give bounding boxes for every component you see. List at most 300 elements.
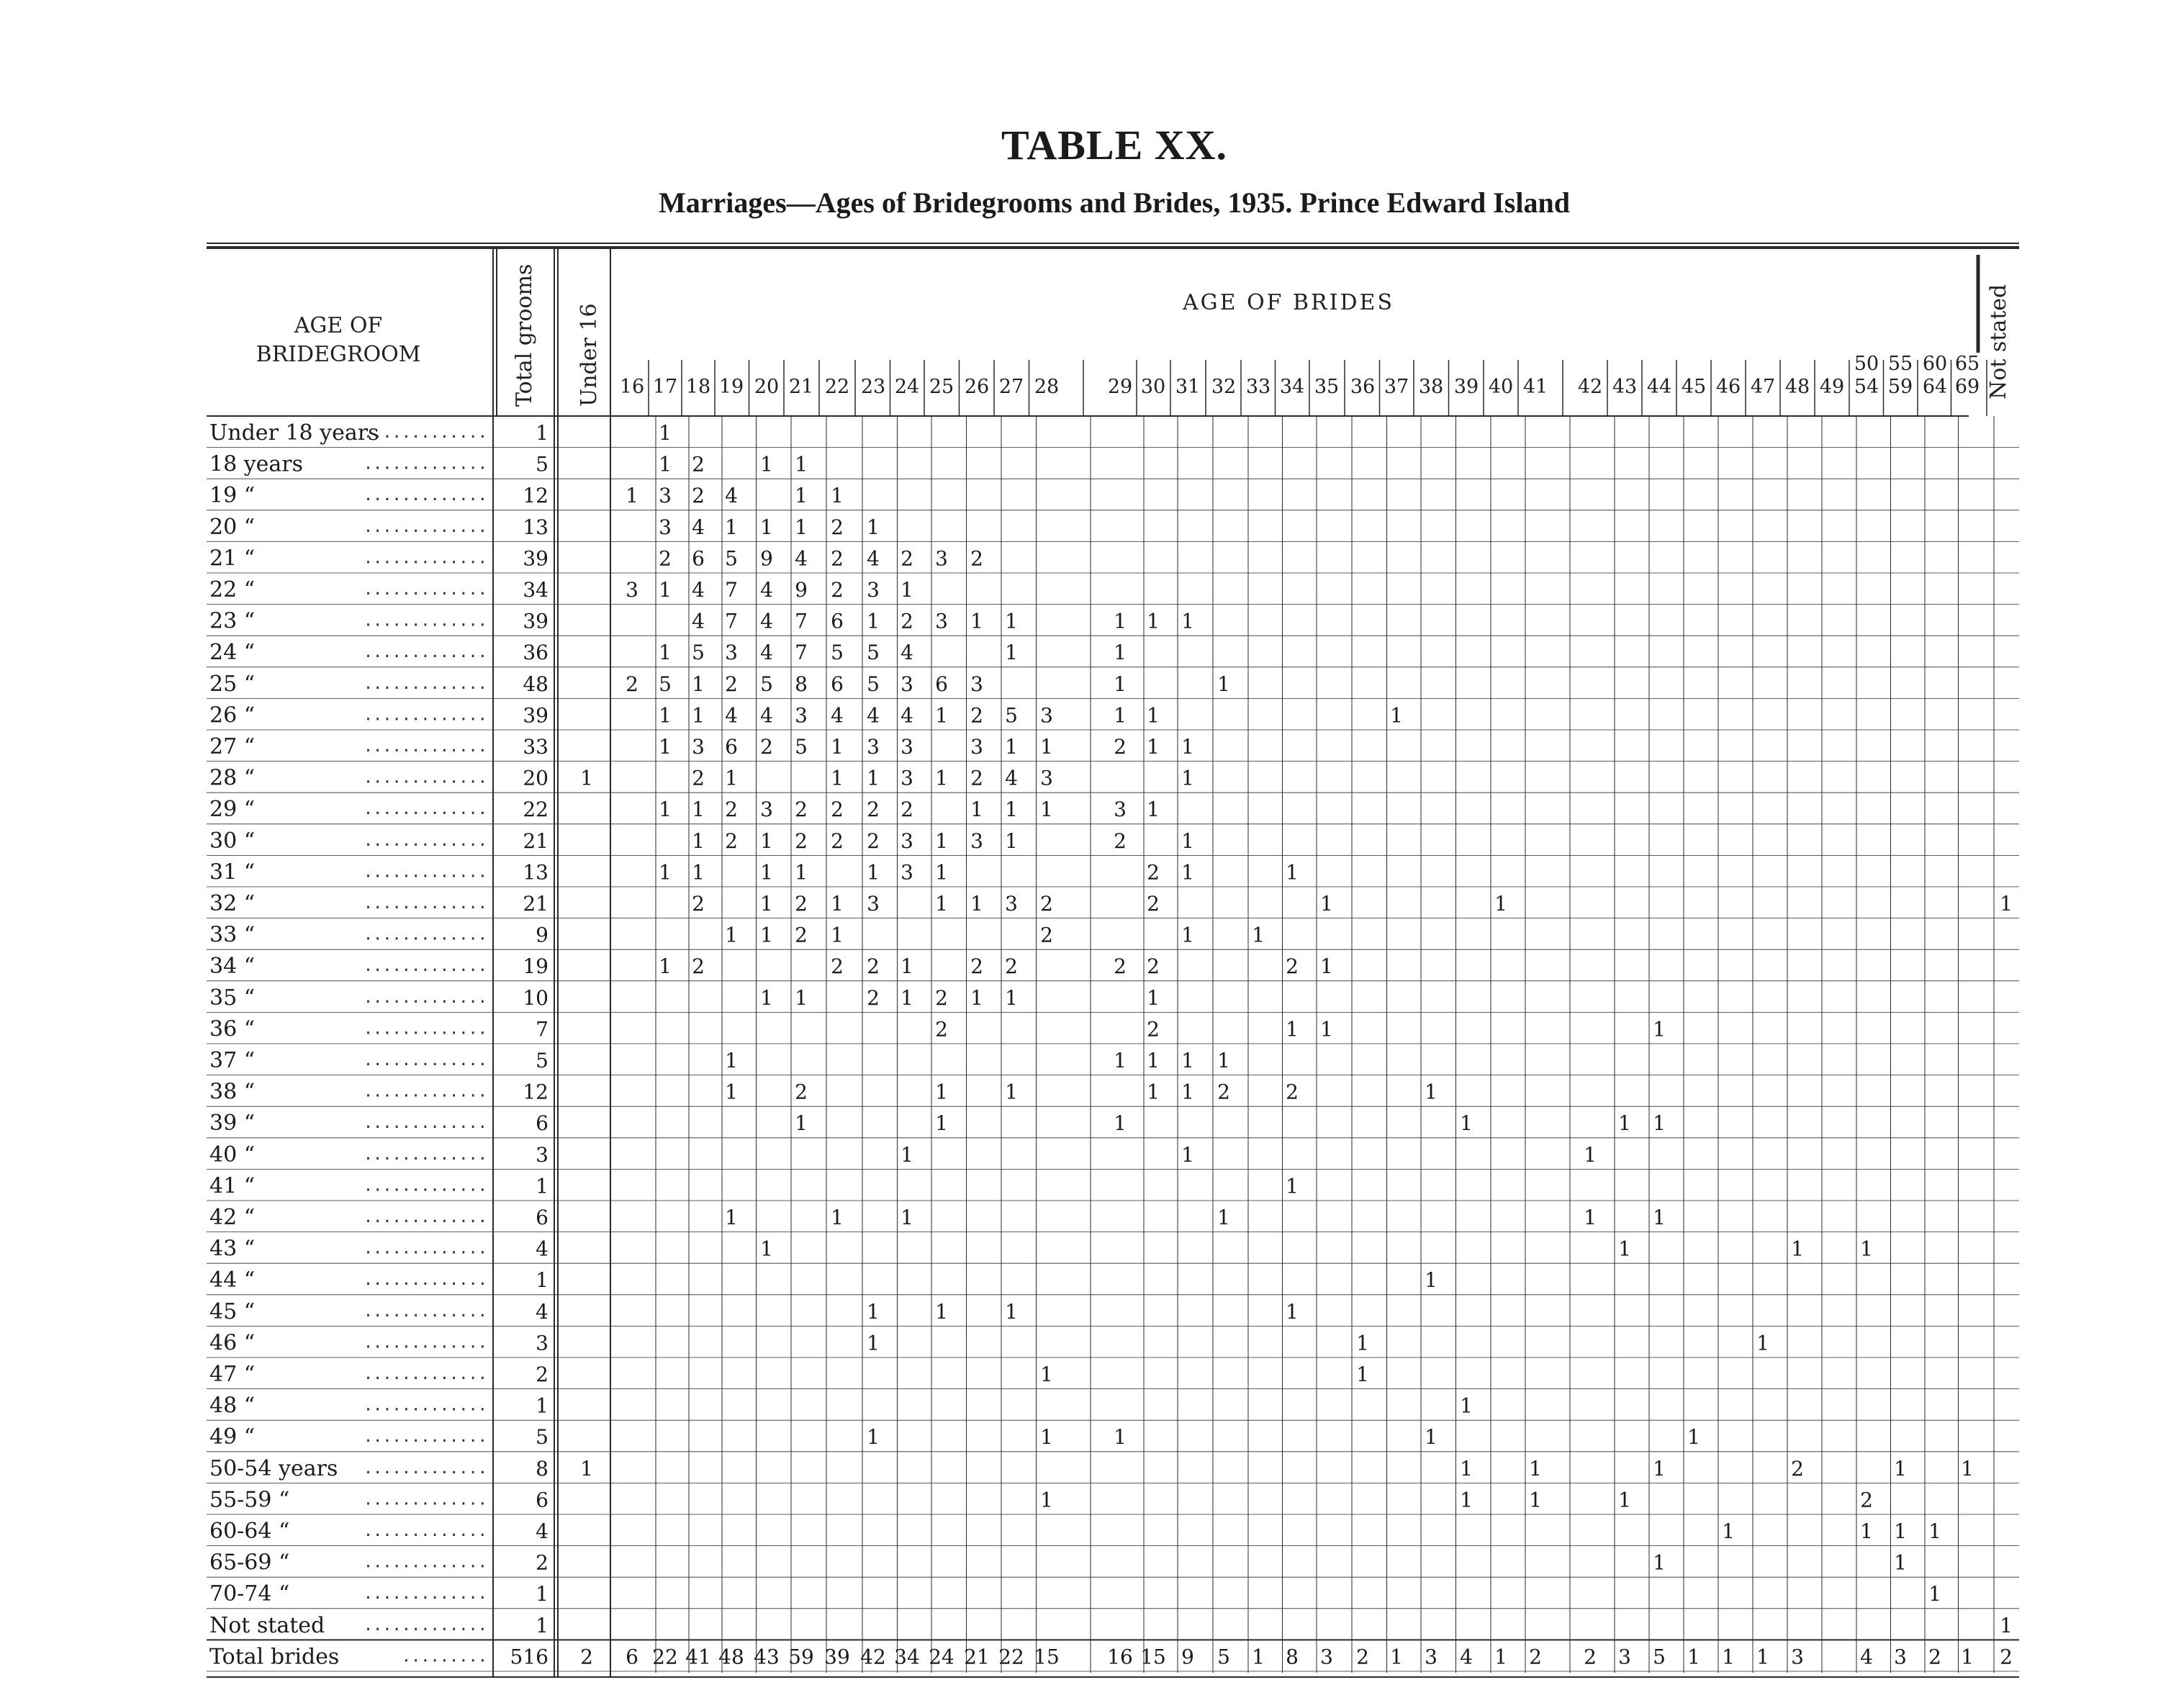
table-cell: 1 bbox=[901, 1142, 913, 1167]
bride-age-col-label: 36 bbox=[1350, 376, 1376, 398]
total-grooms-value: 9 bbox=[536, 923, 549, 947]
table-cell: 1 bbox=[580, 1456, 593, 1481]
table-cell: 2 bbox=[1114, 735, 1127, 759]
table-cell: 1 bbox=[867, 766, 880, 790]
row-label: 38 “ bbox=[209, 1079, 256, 1105]
row-label: 18 years bbox=[209, 451, 304, 477]
table-cell: 6 bbox=[935, 672, 948, 696]
table-cell: 1 bbox=[760, 923, 773, 947]
row-label: 50-54 years bbox=[209, 1455, 338, 1481]
table-cell: 1 bbox=[1494, 1645, 1507, 1669]
table-cell: 4 bbox=[760, 578, 773, 602]
leader-dots: ............. bbox=[363, 424, 487, 442]
table-cell: 3 bbox=[901, 766, 913, 790]
leader-dots: ............. bbox=[363, 957, 487, 976]
table-cell: 1 bbox=[901, 985, 913, 1010]
total-grooms-value: 1 bbox=[536, 1582, 549, 1607]
table-cell: 1 bbox=[1894, 1456, 1907, 1481]
leader-dots: ............. bbox=[363, 1114, 487, 1133]
table-cell: 1 bbox=[659, 954, 672, 979]
row-label: 22 “ bbox=[209, 577, 256, 602]
bride-age-col-label: 44 bbox=[1646, 376, 1672, 398]
total-grooms-value: 34 bbox=[523, 578, 549, 602]
table-cell: 1 bbox=[1181, 828, 1194, 853]
table-cell: 1 bbox=[867, 515, 880, 539]
row-label: 42 “ bbox=[209, 1205, 256, 1230]
table-cell: 5 bbox=[659, 672, 672, 696]
table-cell: 3 bbox=[1040, 703, 1053, 728]
table-cell: 1 bbox=[1860, 1237, 1873, 1261]
table-cell: 3 bbox=[1320, 1645, 1333, 1669]
row-label: 34 “ bbox=[209, 954, 256, 980]
row-label: 47 “ bbox=[209, 1362, 256, 1387]
table-cell: 4 bbox=[901, 703, 913, 728]
table-cell: 3 bbox=[1894, 1645, 1907, 1669]
leader-dots: ............. bbox=[363, 549, 487, 568]
table-cell: 2 bbox=[1005, 954, 1018, 979]
table-cell: 1 bbox=[725, 1049, 738, 1072]
row-label: 31 “ bbox=[209, 859, 256, 885]
table-cell: 1 bbox=[1181, 860, 1194, 885]
table-cell: 2 bbox=[1114, 954, 1127, 979]
table-cell: 16 bbox=[1107, 1645, 1133, 1669]
table-cell: 1 bbox=[795, 860, 808, 885]
bride-age-col-label: 23 bbox=[860, 376, 886, 398]
table-cell: 5 bbox=[795, 735, 808, 759]
bride-age-col-label: 33 bbox=[1245, 376, 1271, 398]
table-cell: 5 bbox=[1653, 1645, 1666, 1669]
row-label: 28 “ bbox=[209, 765, 256, 791]
table-cell: 1 bbox=[970, 892, 983, 916]
table-cell: 2 bbox=[867, 954, 880, 979]
table-cell: 1 bbox=[1460, 1111, 1473, 1136]
table-cell: 2 bbox=[725, 797, 738, 822]
leader-dots: ............. bbox=[363, 1459, 487, 1478]
total-grooms-value: 7 bbox=[536, 1017, 549, 1041]
total-grooms-value: 1 bbox=[536, 1613, 549, 1637]
table-cell: 1 bbox=[1286, 860, 1299, 885]
table-cell: 4 bbox=[760, 641, 773, 665]
table-cell: 1 bbox=[659, 641, 672, 665]
row-label: 60-64 “ bbox=[209, 1519, 290, 1544]
total-grooms-value: 48 bbox=[523, 672, 549, 696]
table-cell: 4 bbox=[1460, 1645, 1473, 1669]
leader-dots: ............. bbox=[363, 643, 487, 662]
table-cell: 4 bbox=[867, 546, 880, 571]
table-cell: 1 bbox=[831, 892, 844, 916]
table-cell: 2 bbox=[831, 954, 844, 979]
table-cell: 2 bbox=[795, 1080, 808, 1104]
bride-age-col-label: 49 bbox=[1819, 376, 1845, 398]
leader-dots: ............. bbox=[363, 738, 487, 756]
table-cell: 1 bbox=[692, 797, 705, 822]
table-cell: 3 bbox=[692, 735, 705, 759]
table-cell: 15 bbox=[1140, 1645, 1166, 1669]
leader-dots: ............. bbox=[363, 487, 487, 505]
leader-dots: ............. bbox=[363, 1083, 487, 1101]
table-cell: 2 bbox=[1147, 954, 1160, 979]
table-cell: 1 bbox=[760, 515, 773, 539]
leader-dots: ............. bbox=[363, 1491, 487, 1509]
table-cell: 1 bbox=[1217, 1049, 1230, 1072]
table-cell: 1 bbox=[725, 515, 738, 539]
table-cell: 2 bbox=[831, 578, 844, 602]
table-cell: 1 bbox=[1584, 1142, 1597, 1167]
table-cell: 1 bbox=[2000, 1613, 2013, 1637]
total-grooms-value: 4 bbox=[536, 1299, 549, 1324]
bride-age-col-label: 41 bbox=[1522, 376, 1548, 398]
table-cell: 1 bbox=[1425, 1268, 1437, 1293]
table-cell: 2 bbox=[901, 797, 913, 822]
table-cell: 3 bbox=[935, 546, 948, 571]
table-cell: 1 bbox=[760, 985, 773, 1010]
table-cell: 2 bbox=[970, 954, 983, 979]
table-cell: 4 bbox=[901, 641, 913, 665]
table-cell: 1 bbox=[1147, 985, 1160, 1010]
leader-dots: ............. bbox=[363, 769, 487, 787]
table-cell: 1 bbox=[2000, 892, 2013, 916]
table-cell: 3 bbox=[1618, 1645, 1631, 1669]
leader-dots: ............. bbox=[363, 863, 487, 882]
table-cell: 1 bbox=[1181, 923, 1194, 947]
table-cell: 4 bbox=[692, 515, 705, 539]
under-16-header: Under 16 bbox=[577, 303, 602, 407]
total-grooms-value: 13 bbox=[523, 515, 549, 539]
table-cell: 1 bbox=[760, 452, 773, 476]
table-cell: 1 bbox=[795, 985, 808, 1010]
table-cell: 21 bbox=[964, 1645, 990, 1669]
bride-age-col-label: 17 bbox=[652, 376, 678, 398]
bride-age-col-label: 29 bbox=[1107, 376, 1133, 398]
leader-dots: ............. bbox=[363, 831, 487, 850]
bride-age-col-label: 28 bbox=[1034, 376, 1060, 398]
table-cell: 5 bbox=[692, 641, 705, 665]
table-cell: 1 bbox=[935, 703, 948, 728]
row-label: 46 “ bbox=[209, 1330, 256, 1356]
row-label: 37 “ bbox=[209, 1048, 256, 1073]
table-cell: 1 bbox=[935, 1111, 948, 1136]
table-cell: 2 bbox=[831, 515, 844, 539]
table-cell: 3 bbox=[659, 515, 672, 539]
table-cell: 2 bbox=[901, 546, 913, 571]
table-cell: 1 bbox=[1005, 985, 1018, 1010]
table-cell: 22 bbox=[998, 1645, 1024, 1669]
table-cell: 2 bbox=[725, 828, 738, 853]
table-cell: 2 bbox=[935, 1017, 948, 1041]
total-grooms-value: 33 bbox=[523, 735, 549, 759]
total-grooms-value: 1 bbox=[536, 1393, 549, 1418]
total-grooms-value: 19 bbox=[523, 954, 549, 979]
table-cell: 7 bbox=[795, 609, 808, 633]
table-cell: 1 bbox=[795, 515, 808, 539]
row-label: 45 “ bbox=[209, 1298, 256, 1324]
table-cell: 1 bbox=[1460, 1393, 1473, 1418]
table-cell: 1 bbox=[1147, 797, 1160, 822]
total-grooms-value: 21 bbox=[523, 892, 549, 916]
table-cell: 1 bbox=[725, 923, 738, 947]
table-cell: 4 bbox=[831, 703, 844, 728]
table-cell: 1 bbox=[760, 828, 773, 853]
table-cell: 2 bbox=[831, 797, 844, 822]
table-cell: 3 bbox=[970, 828, 983, 853]
table-cell: 1 bbox=[1040, 1488, 1053, 1512]
leader-dots: ............. bbox=[363, 895, 487, 913]
table-cell: 1 bbox=[1894, 1519, 1907, 1543]
table-cell: 1 bbox=[1425, 1425, 1437, 1450]
table-cell: 1 bbox=[1653, 1206, 1666, 1229]
table-cell: 3 bbox=[1040, 766, 1053, 790]
table-cell: 1 bbox=[935, 860, 948, 885]
bride-age-col-label: 31 bbox=[1175, 376, 1201, 398]
table-cell: 1 bbox=[1390, 1645, 1403, 1669]
table-cell: 1 bbox=[1618, 1237, 1631, 1261]
table-cell: 1 bbox=[1494, 892, 1507, 916]
table-cell: 3 bbox=[1425, 1645, 1437, 1669]
table-cell: 2 bbox=[692, 954, 705, 979]
bride-age-col-label: 35 bbox=[1314, 376, 1340, 398]
table-cell: 5 bbox=[1217, 1645, 1230, 1669]
table-cell: 1 bbox=[1181, 1142, 1194, 1167]
table-cell: 3 bbox=[901, 735, 913, 759]
bride-age-col-label: 22 bbox=[824, 376, 850, 398]
table-cell: 1 bbox=[867, 1425, 880, 1450]
row-label: 23 “ bbox=[209, 608, 256, 634]
table-cell: 1 bbox=[659, 703, 672, 728]
table-cell: 1 bbox=[831, 484, 844, 508]
table-cell: 4 bbox=[1860, 1645, 1873, 1669]
table-cell: 1 bbox=[867, 1331, 880, 1355]
table-cell: 1 bbox=[1040, 1363, 1053, 1386]
table-cell: 1 bbox=[831, 766, 844, 790]
table-cell: 1 bbox=[659, 797, 672, 822]
table-cell: 4 bbox=[760, 609, 773, 633]
row-label: Under 18 years bbox=[209, 420, 379, 446]
leader-dots: ............. bbox=[363, 674, 487, 693]
total-grooms-value: 13 bbox=[523, 860, 549, 885]
leader-dots: ......... bbox=[401, 1648, 487, 1666]
row-label: 39 “ bbox=[209, 1111, 256, 1137]
groom-col-header: AGE OF bbox=[294, 313, 383, 338]
table-cell: 4 bbox=[725, 484, 738, 508]
table-cell: 2 bbox=[1147, 892, 1160, 916]
table-cell: 1 bbox=[1618, 1111, 1631, 1136]
table-cell: 1 bbox=[867, 860, 880, 885]
table-cell: 4 bbox=[867, 703, 880, 728]
row-label: Total brides bbox=[209, 1644, 340, 1670]
table-cell: 1 bbox=[725, 766, 738, 790]
total-grooms-value: 36 bbox=[523, 641, 549, 665]
table-cell: 2 bbox=[1147, 1017, 1160, 1041]
table-cell: 1 bbox=[1860, 1519, 1873, 1543]
table-cell: 1 bbox=[692, 672, 705, 696]
row-label: 19 “ bbox=[209, 483, 256, 509]
bride-age-col-label: 60 bbox=[1922, 353, 1948, 375]
total-grooms-value: 6 bbox=[536, 1488, 549, 1512]
table-cell: 1 bbox=[1460, 1488, 1473, 1512]
table-cell: 4 bbox=[725, 703, 738, 728]
table-cell: 1 bbox=[1181, 1049, 1194, 1072]
table-cell: 3 bbox=[659, 484, 672, 508]
row-label: 49 “ bbox=[209, 1424, 256, 1450]
table-cell: 8 bbox=[1286, 1645, 1299, 1669]
total-grooms-value: 5 bbox=[536, 452, 549, 476]
bride-age-col-label: 39 bbox=[1453, 376, 1479, 398]
table-cell: 1 bbox=[1114, 703, 1127, 728]
table-cell: 5 bbox=[831, 641, 844, 665]
table-cell: 2 bbox=[831, 546, 844, 571]
table-cell: 1 bbox=[1005, 797, 1018, 822]
leader-dots: ............. bbox=[363, 1365, 487, 1383]
table-cell: 1 bbox=[659, 735, 672, 759]
table-cell: 2 bbox=[795, 828, 808, 853]
table-cell: 5 bbox=[867, 672, 880, 696]
total-grooms-value: 4 bbox=[536, 1237, 549, 1261]
table-cell: 1 bbox=[1114, 1425, 1127, 1450]
bride-age-col-label: 27 bbox=[998, 376, 1024, 398]
table-cell: 1 bbox=[1722, 1645, 1735, 1669]
bride-age-col-label: 55 bbox=[1887, 353, 1913, 375]
table-cell: 2 bbox=[1791, 1456, 1804, 1481]
table-cell: 4 bbox=[1005, 766, 1018, 790]
row-label: 30 “ bbox=[209, 828, 256, 854]
row-label: 70-74 “ bbox=[209, 1581, 290, 1607]
leader-dots: ............. bbox=[363, 1396, 487, 1415]
table-cell: 24 bbox=[929, 1645, 954, 1669]
bride-age-col-label: 26 bbox=[964, 376, 990, 398]
table-cell: 1 bbox=[1005, 609, 1018, 633]
bride-age-col-label: 45 bbox=[1681, 376, 1707, 398]
table-cell: 1 bbox=[867, 609, 880, 633]
leader-dots: ............. bbox=[363, 612, 487, 631]
table-cell: 2 bbox=[2000, 1645, 2013, 1669]
table-cell: 1 bbox=[1390, 703, 1403, 728]
table-cell: 1 bbox=[1286, 1017, 1299, 1041]
leader-dots: ............. bbox=[363, 1522, 487, 1540]
leader-dots: ............. bbox=[363, 1428, 487, 1447]
table-cell: 1 bbox=[626, 484, 638, 508]
table-cell: 1 bbox=[1147, 1049, 1160, 1072]
total-grooms-value: 10 bbox=[523, 985, 549, 1010]
table-cell: 3 bbox=[901, 672, 913, 696]
table-cell: 1 bbox=[1005, 1080, 1018, 1104]
table-cell: 42 bbox=[860, 1645, 886, 1669]
groom-col-header: BRIDEGROOM bbox=[256, 342, 421, 367]
table-cell: 9 bbox=[760, 546, 773, 571]
table-cell: 3 bbox=[867, 735, 880, 759]
table-cell: 1 bbox=[1217, 1206, 1230, 1229]
table-cell: 1 bbox=[935, 892, 948, 916]
row-label: 27 “ bbox=[209, 734, 256, 759]
table-cell: 1 bbox=[1147, 609, 1160, 633]
table-cell: 4 bbox=[692, 609, 705, 633]
table-cell: 3 bbox=[901, 860, 913, 885]
total-grooms-value: 4 bbox=[536, 1519, 549, 1543]
table-cell: 1 bbox=[1928, 1519, 1941, 1543]
total-grooms-value: 516 bbox=[510, 1645, 549, 1669]
table-cell: 1 bbox=[1653, 1017, 1666, 1041]
leader-dots: ............. bbox=[363, 1271, 487, 1290]
bride-age-col-label: 16 bbox=[619, 376, 645, 398]
leader-dots: ............. bbox=[363, 455, 487, 474]
table-cell: 1 bbox=[1005, 1299, 1018, 1324]
table-cell: 1 bbox=[1460, 1456, 1473, 1481]
table-cell: 1 bbox=[1928, 1582, 1941, 1607]
table-cell: 2 bbox=[1529, 1645, 1542, 1669]
table-cell: 1 bbox=[692, 828, 705, 853]
table-cell: 1 bbox=[725, 1080, 738, 1104]
table-cell: 1 bbox=[1425, 1080, 1437, 1104]
table-cell: 2 bbox=[725, 672, 738, 696]
table-cell: 1 bbox=[1529, 1488, 1542, 1512]
row-label: 33 “ bbox=[209, 922, 256, 948]
bride-age-col-label: 20 bbox=[754, 376, 780, 398]
bride-age-col-label: 37 bbox=[1384, 376, 1409, 398]
table-cell: 3 bbox=[1791, 1645, 1804, 1669]
bride-age-col-label: 46 bbox=[1715, 376, 1741, 398]
table-cell: 15 bbox=[1034, 1645, 1060, 1669]
table-cell: 5 bbox=[760, 672, 773, 696]
table-cell: 4 bbox=[760, 703, 773, 728]
table-cell: 1 bbox=[659, 452, 672, 476]
table-cell: 9 bbox=[1181, 1645, 1194, 1669]
bride-age-col-label: 34 bbox=[1279, 376, 1305, 398]
age-of-brides-header: AGE OF BRIDES bbox=[1183, 290, 1394, 315]
table-title: TABLE XX. bbox=[1001, 122, 1228, 168]
leader-dots: ............. bbox=[363, 1616, 487, 1635]
table-cell: 1 bbox=[1005, 828, 1018, 853]
table-cell: 2 bbox=[795, 892, 808, 916]
bride-age-col-label: 64 bbox=[1922, 376, 1948, 398]
table-cell: 1 bbox=[935, 828, 948, 853]
table-cell: 2 bbox=[831, 828, 844, 853]
table-cell: 2 bbox=[970, 766, 983, 790]
row-label: 26 “ bbox=[209, 702, 256, 728]
table-cell: 1 bbox=[659, 421, 672, 445]
table-cell: 2 bbox=[1217, 1080, 1230, 1104]
table-cell: 1 bbox=[1653, 1550, 1666, 1575]
table-cell: 1 bbox=[760, 860, 773, 885]
table-cell: 2 bbox=[1114, 828, 1127, 853]
table-cell: 3 bbox=[867, 892, 880, 916]
total-grooms-value: 5 bbox=[536, 1049, 549, 1072]
leader-dots: ............. bbox=[363, 1020, 487, 1039]
leader-dots: ............. bbox=[363, 1239, 487, 1258]
table-cell: 1 bbox=[1687, 1425, 1700, 1450]
table-cell: 1 bbox=[935, 766, 948, 790]
table-cell: 1 bbox=[970, 797, 983, 822]
table-cell: 22 bbox=[652, 1645, 678, 1669]
table-cell: 1 bbox=[831, 923, 844, 947]
total-grooms-value: 12 bbox=[523, 1080, 549, 1104]
table-cell: 1 bbox=[1181, 766, 1194, 790]
table-cell: 8 bbox=[795, 672, 808, 696]
table-cell: 4 bbox=[795, 546, 808, 571]
table-cell: 1 bbox=[831, 1206, 844, 1229]
table-cell: 1 bbox=[1320, 1017, 1333, 1041]
table-cell: 1 bbox=[1181, 735, 1194, 759]
table-cell: 2 bbox=[626, 672, 638, 696]
table-cell: 1 bbox=[1114, 672, 1127, 696]
table-cell: 1 bbox=[1961, 1645, 1974, 1669]
table-cell: 2 bbox=[795, 797, 808, 822]
bride-age-col-label: 69 bbox=[1954, 376, 1980, 398]
table-cell: 1 bbox=[1356, 1331, 1369, 1355]
row-label: 24 “ bbox=[209, 640, 256, 666]
bride-age-col-label: 38 bbox=[1418, 376, 1444, 398]
table-cell: 2 bbox=[970, 546, 983, 571]
table-cell: 1 bbox=[901, 1206, 913, 1229]
total-grooms-value: 1 bbox=[536, 1174, 549, 1198]
